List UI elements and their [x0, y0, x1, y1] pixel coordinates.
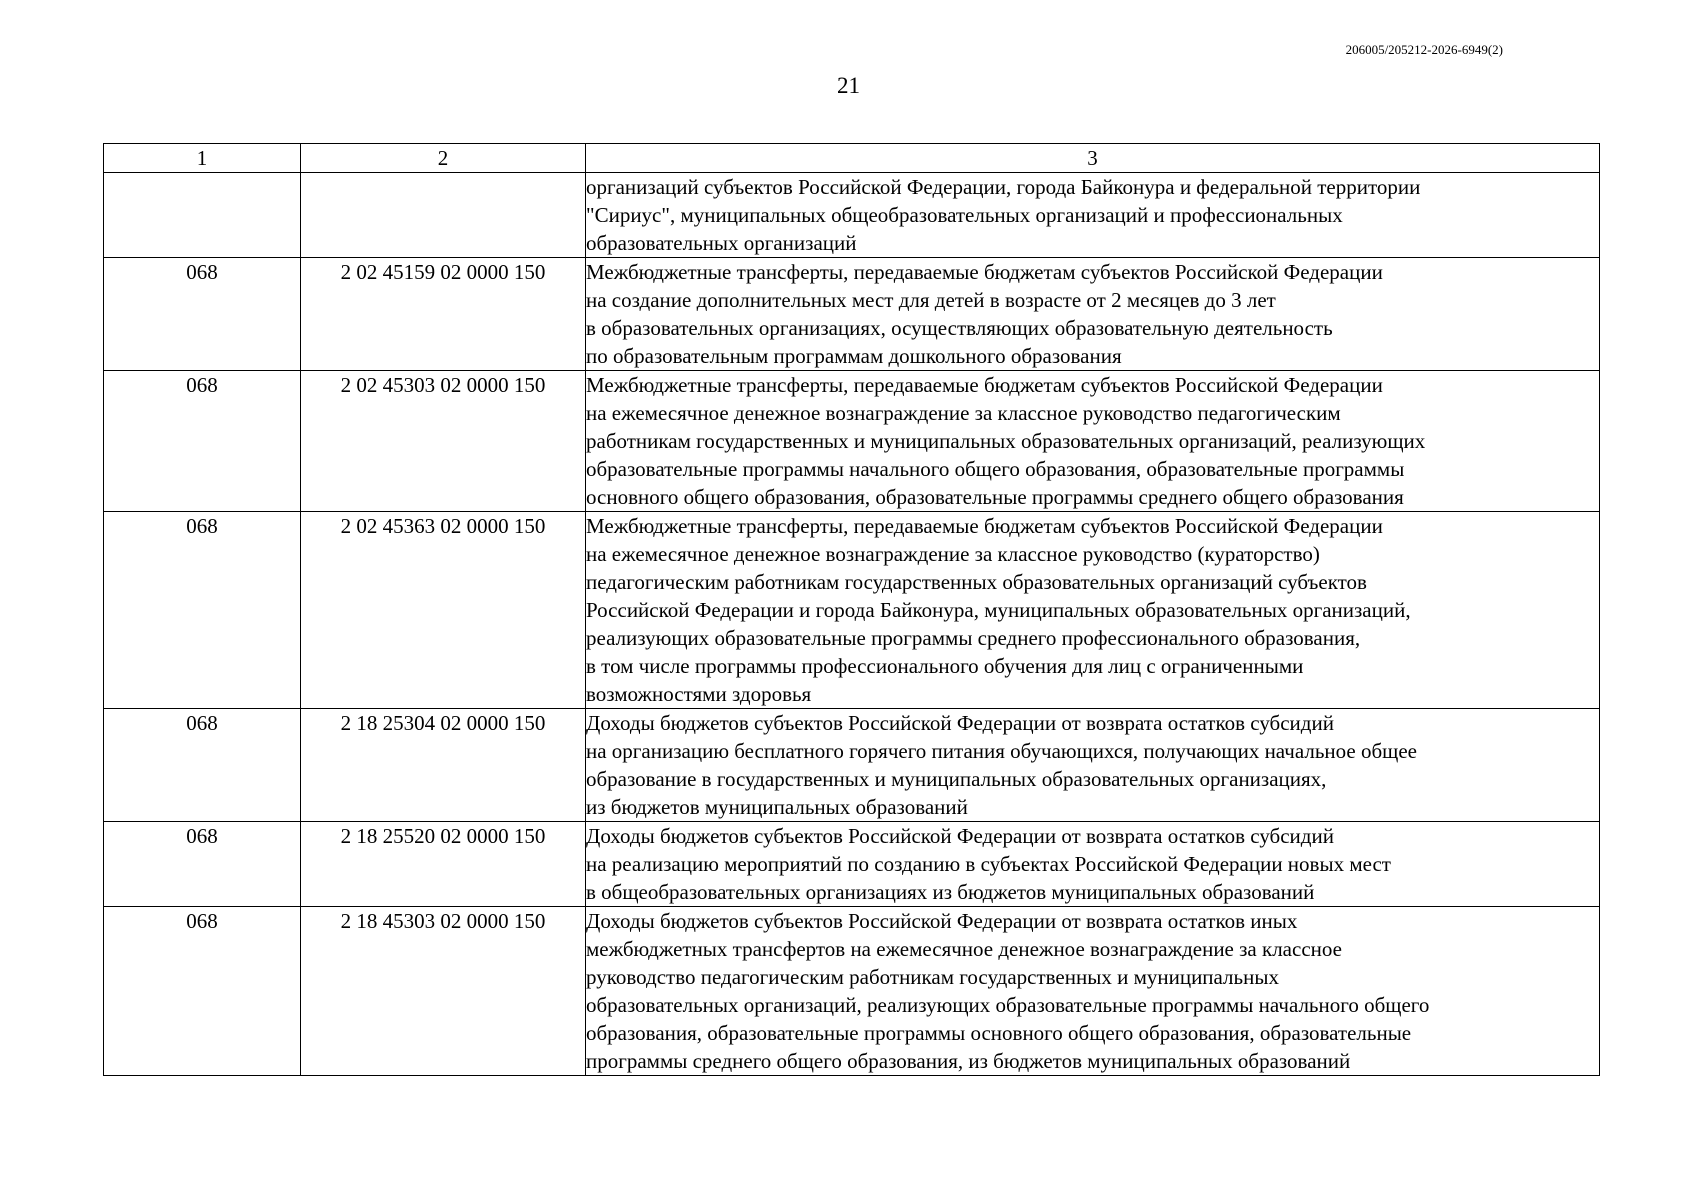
- budget-code-cell: 2 18 25304 02 0000 150: [301, 709, 586, 822]
- description-cell: [586, 709, 1600, 822]
- description-line: образование в государственных и муниципальных образовательных организациях,: [586, 767, 1327, 791]
- budget-code-cell: [301, 173, 586, 258]
- description-line: Межбюджетные трансферты, передаваемые бюджетам субъектов Российской Федерации: [586, 514, 1383, 538]
- description-line: в общеобразовательных организациях из бюджетов муниципальных образований: [586, 880, 1315, 904]
- admin-code-cell: 068: [104, 709, 301, 822]
- budget-code-cell: 2 18 25520 02 0000 150: [301, 822, 586, 907]
- description-line: на ежемесячное денежное вознаграждение за классное руководство педагогическим: [586, 401, 1341, 425]
- admin-code-cell: 068: [104, 822, 301, 907]
- budget-code-cell: 2 02 45159 02 0000 150: [301, 258, 586, 371]
- description-line: в образовательных организациях, осуществляющих образовательную деятельность: [586, 316, 1333, 340]
- budget-code-cell: 2 02 45303 02 0000 150: [301, 371, 586, 512]
- description-line: на создание дополнительных мест для детей в возрасте от 2 месяцев до 3 лет: [586, 288, 1276, 312]
- description-line: программы среднего общего образования, из бюджетов муниципальных образований: [586, 1049, 1351, 1073]
- description-line: из бюджетов муниципальных образований: [586, 795, 968, 819]
- budget-code-cell: 2 18 45303 02 0000 150: [301, 907, 586, 1076]
- table-row: [104, 258, 1600, 371]
- admin-code-cell: [104, 173, 301, 258]
- admin-code-cell: 068: [104, 258, 301, 371]
- description-line: образовательные программы начального общего образования, образовательные программы: [586, 457, 1405, 481]
- description-line: на реализацию мероприятий по созданию в субъектах Российской Федерации новых мест: [586, 852, 1391, 876]
- description-line: реализующих образовательные программы среднего профессионального образования,: [586, 626, 1361, 650]
- table-row: [104, 371, 1600, 512]
- description-line: образовательных организаций, реализующих образовательные программы начального общего: [586, 993, 1430, 1017]
- description-cell: [586, 371, 1600, 512]
- table-row: [104, 709, 1600, 822]
- description-line: Доходы бюджетов субъектов Российской Федерации от возврата остатков субсидий: [586, 711, 1334, 735]
- table-row: [104, 173, 1600, 258]
- table-body: [104, 144, 1600, 1076]
- header-cell-description: 3: [586, 144, 1600, 173]
- description-line: по образовательным программам дошкольного образования: [586, 344, 1122, 368]
- description-cell: [586, 512, 1600, 709]
- description-line: Доходы бюджетов субъектов Российской Федерации от возврата остатков субсидий: [586, 824, 1334, 848]
- description-line: образовательных организаций: [586, 231, 857, 255]
- description-line: Российской Федерации и города Байконура, муниципальных образовательных организаций,: [586, 598, 1411, 622]
- description-cell: [586, 907, 1600, 1076]
- description-line: Межбюджетные трансферты, передаваемые бюджетам субъектов Российской Федерации: [586, 260, 1383, 284]
- description-line: педагогическим работникам государственных образовательных организаций субъектов: [586, 570, 1367, 594]
- description-line: межбюджетных трансфертов на ежемесячное денежное вознаграждение за классное: [586, 937, 1342, 961]
- admin-code-cell: 068: [104, 512, 301, 709]
- description-line: работникам государственных и муниципальных образовательных организаций, реализующих: [586, 429, 1426, 453]
- budget-code-cell: 2 02 45363 02 0000 150: [301, 512, 586, 709]
- description-line: руководство педагогическим работникам государственных и муниципальных: [586, 965, 1279, 989]
- table-row: [104, 907, 1600, 1076]
- description-line: Межбюджетные трансферты, передаваемые бюджетам субъектов Российской Федерации: [586, 373, 1383, 397]
- description-line: образования, образовательные программы основного общего образования, образовательные: [586, 1021, 1412, 1045]
- description-line: "Сириус", муниципальных общеобразовательных организаций и профессиональных: [586, 203, 1343, 227]
- description-cell: [586, 173, 1600, 258]
- description-line: возможностями здоровья: [586, 682, 812, 706]
- description-cell: [586, 258, 1600, 371]
- table-row: [104, 512, 1600, 709]
- description-line: в том числе программы профессионального обучения для лиц с ограниченными: [586, 654, 1304, 678]
- table-row: [104, 822, 1600, 907]
- description-cell: [586, 822, 1600, 907]
- page-number: 21: [837, 73, 860, 98]
- table-header-row: [104, 144, 1600, 173]
- header-cell-admin: 1: [104, 144, 301, 173]
- admin-code-cell: 068: [104, 371, 301, 512]
- description-line: Доходы бюджетов субъектов Российской Федерации от возврата остатков иных: [586, 909, 1298, 933]
- description-line: основного общего образования, образовательные программы среднего общего образования: [586, 485, 1404, 509]
- document-code: 206005/205212-2026-6949(2): [1345, 42, 1503, 57]
- admin-code-cell: 068: [104, 907, 301, 1076]
- description-line: на организацию бесплатного горячего питания обучающихся, получающих начальное общее: [586, 739, 1417, 763]
- description-line: организаций субъектов Российской Федерации, города Байконура и федеральной территории: [586, 175, 1421, 199]
- budget-codes-table: [103, 143, 1600, 1076]
- description-line: на ежемесячное денежное вознаграждение за классное руководство (кураторство): [586, 542, 1320, 566]
- header-cell-code: 2: [301, 144, 586, 173]
